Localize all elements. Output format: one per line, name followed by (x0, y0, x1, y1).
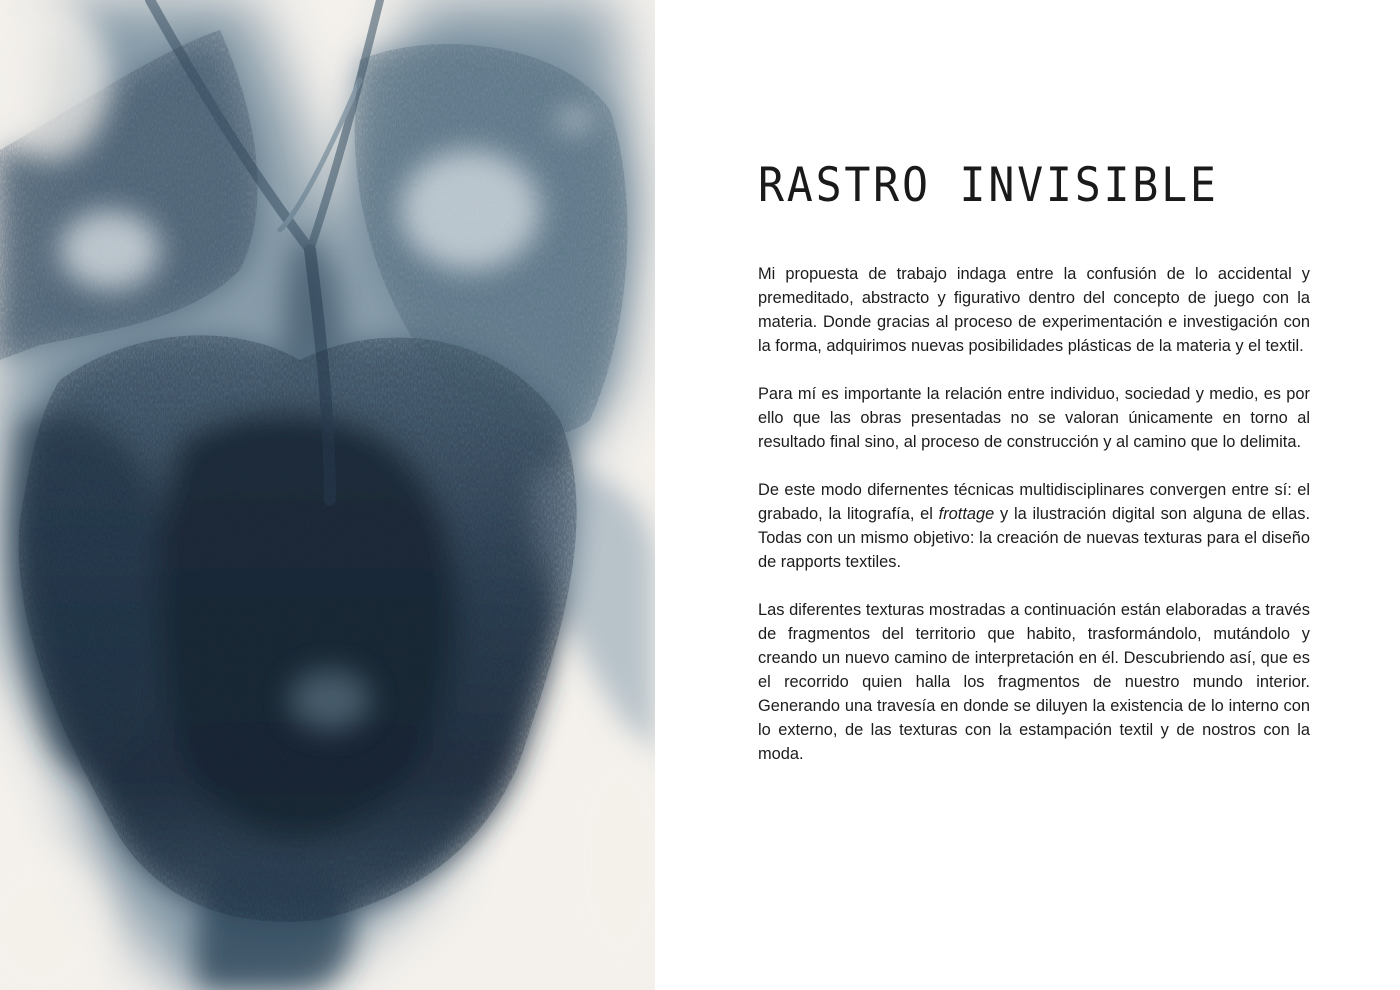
paragraph-3 (758, 478, 1310, 574)
body-text (758, 262, 1310, 766)
paragraph-3-text-before: De este modo difernentes técnicas multidisciplinares convergen entre sí: el grabado, la litografía, el (758, 481, 1310, 523)
paragraph-1: Mi propuesta de trabajo indaga entre la confusión de lo accidental y premeditado, abstracto y figurativo dentro del concepto de juego con la materia. Donde gracias al proceso de experimentación e investigación con la forma, adquirimos nuevas posibilidades plásticas de la materia y el textil. (758, 265, 1310, 355)
page-title: RASTRO INVISIBLE (758, 158, 1219, 213)
ink-print-artwork (0, 0, 655, 990)
text-column (758, 150, 1310, 790)
paragraph-2: Para mí es importante la relación entre individuo, sociedad y medio, es por ello que las obras presentadas no se valoran únicamente en torno al resultado final sino, al proceso de construcción y al camino que lo delimita. (758, 385, 1310, 451)
paragraph-3-text-after: y la ilustración digital son alguna de ellas. Todas con un mismo objetivo: la creación de nuevas texturas para el diseño de rapports textiles. (758, 505, 1311, 571)
paragraph-4: Las diferentes texturas mostradas a continuación están elaboradas a través de fragmentos del territorio que habito, trasformándolo, mutándolo y creando un nuevo camino de interpretación en él. Descubriendo así, que es el recorrido quien halla los fragmentos de nuestro mundo interior. Generando una travesía en donde se diluyen la existencia de lo interno con lo externo, de las texturas con la estampación textil y de nostros con la moda. (758, 601, 1310, 763)
ink-texture-image (0, 0, 655, 990)
paragraph-3-italic-term: frottage (938, 505, 995, 523)
